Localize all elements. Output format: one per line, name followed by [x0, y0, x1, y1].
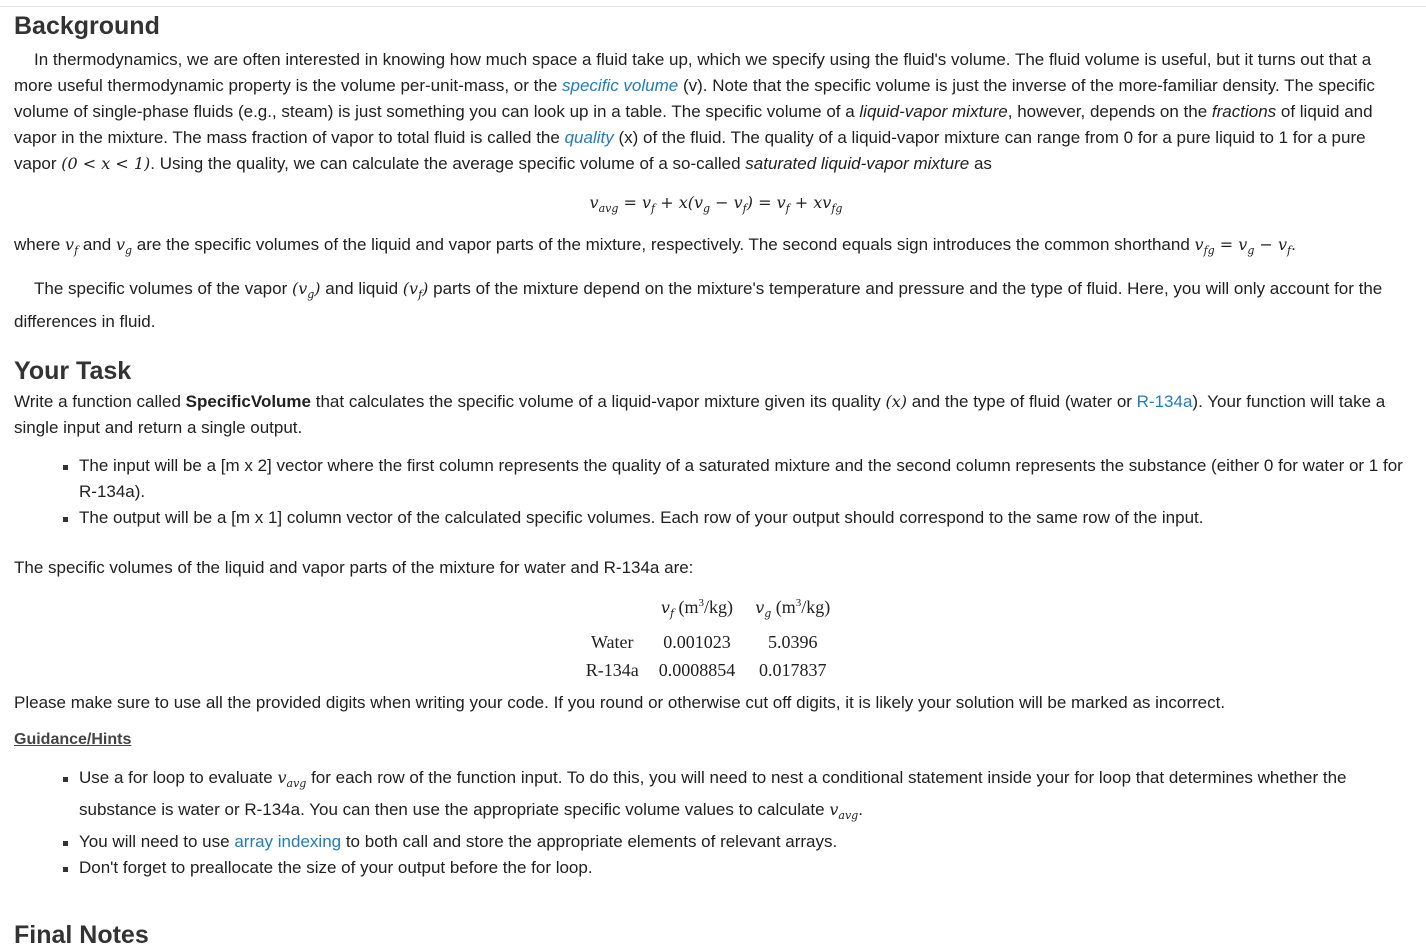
- background-heading: Background: [14, 12, 160, 40]
- r134a-link[interactable]: R-134a: [1136, 391, 1193, 411]
- background-paragraph-1: In thermodynamics, we are often interested in knowing how much space a fluid take up, which we specify using the fluid's volume. The fluid volume is useful, but it turns out that a more useful thermodynamic property is the volume per-unit-mass, or the specific volume (v). Note that the specific volume is just the inverse of the more-familiar density. The specific volume of single-phase fluids (e.g., steam) is just something you can look up in a table. The specific volume of a liquid-vapor mixture, however, depends on the fractions of liquid and vapor in the mixture. The mass fraction of vapor to total fluid is called the quality (x) of the fluid. The quality of a liquid-vapor mixture can range from 0 for a pure liquid to 1 for a pure vapor (0 < x < 1). Using the quality, we can calculate the average specific volume of a so-called saturated liquid-vapor mixture as: [14, 50, 1375, 173]
- quality-link[interactable]: quality: [564, 128, 614, 147]
- hints-list: [14, 765, 1404, 881]
- digits-note: Please make sure to use all the provided digits when writing your code. If you round or otherwise cut off digits, it is likely your solution will be marked as incorrect.: [14, 692, 1226, 712]
- list-item: Don't forget to preallocate the size of your output before the for loop.: [79, 855, 1404, 881]
- table-row: Water 0.001023 5.0396: [590, 631, 818, 652]
- list-item: You will need to use array indexing to both call and store the appropriate elements of relevant arrays.: [79, 829, 1404, 855]
- table-row: R-134a 0.0008854 0.017837: [585, 659, 827, 680]
- list-item: The output will be a [m x 1] column vector of the calculated specific volumes. Each row of your output should correspond to the same row of the input.: [79, 505, 1404, 531]
- specific-volume-table: [576, 589, 841, 684]
- vg-column-header: $v_g$ $(m^3/kg)$: [755, 596, 831, 620]
- table-intro: The specific volumes of the liquid and vapor parts of the mixture for water and R-134a are:: [14, 557, 694, 577]
- list-item: The input will be a [m x 2] vector where the first column represents the quality of a saturated mixture and the second column represents the substance (either 0 for water or 1 for R-134a).: [79, 453, 1404, 505]
- your-task-heading: Your Task: [14, 356, 132, 385]
- average-specific-volume-equation: $v_{avg} = v_f + x(v_g - v_f) = v_f + xv_{fg}$: [589, 193, 843, 216]
- top-divider: [0, 6, 1426, 7]
- task-paragraph: Write a function called SpecificVolume that calculates the specific volume of a liquid-vapor mixture given its quality (x) and the type of fluid (water or R-134a). Your function will take a single input and return a single output.: [14, 391, 1386, 437]
- problem-description: [14, 10, 1404, 951]
- table-header-row: [576, 589, 841, 628]
- array-indexing-link[interactable]: array indexing: [234, 832, 342, 852]
- guidance-heading: Guidance/Hints: [14, 730, 132, 748]
- list-item: Use a for loop to evaluate $v_{avg}$ for each row of the function input. To do this, you will need to nest a conditional statement inside your for loop that determines whether the substance is water or R-134a. You can then use the appropriate specific volume values to calculate $v_{avg}$.: [79, 765, 1404, 829]
- background-paragraph-3: The specific volumes of the vapor $(v_g)$ and liquid $(v_f)$ parts of the mixture depend on the mixture's temperature and pressure and the type of fluid. Here, you will only account for the differences in fluid.: [14, 279, 1383, 331]
- task-bullet-list: [14, 453, 1404, 531]
- vf-column-header: $v_f$ $(m^3/kg)$: [660, 596, 734, 620]
- background-paragraph-2: where $v_f$ and $v_g$ are the specific volumes of the liquid and vapor parts of the mixture, respectively. The second equals sign introduces the common shorthand $v_{fg} = v_g - v_f$.: [14, 235, 1296, 258]
- final-notes-heading: Final Notes: [14, 921, 149, 950]
- specific-volume-link[interactable]: specific volume: [562, 76, 679, 95]
- function-name: SpecificVolume: [185, 391, 312, 411]
